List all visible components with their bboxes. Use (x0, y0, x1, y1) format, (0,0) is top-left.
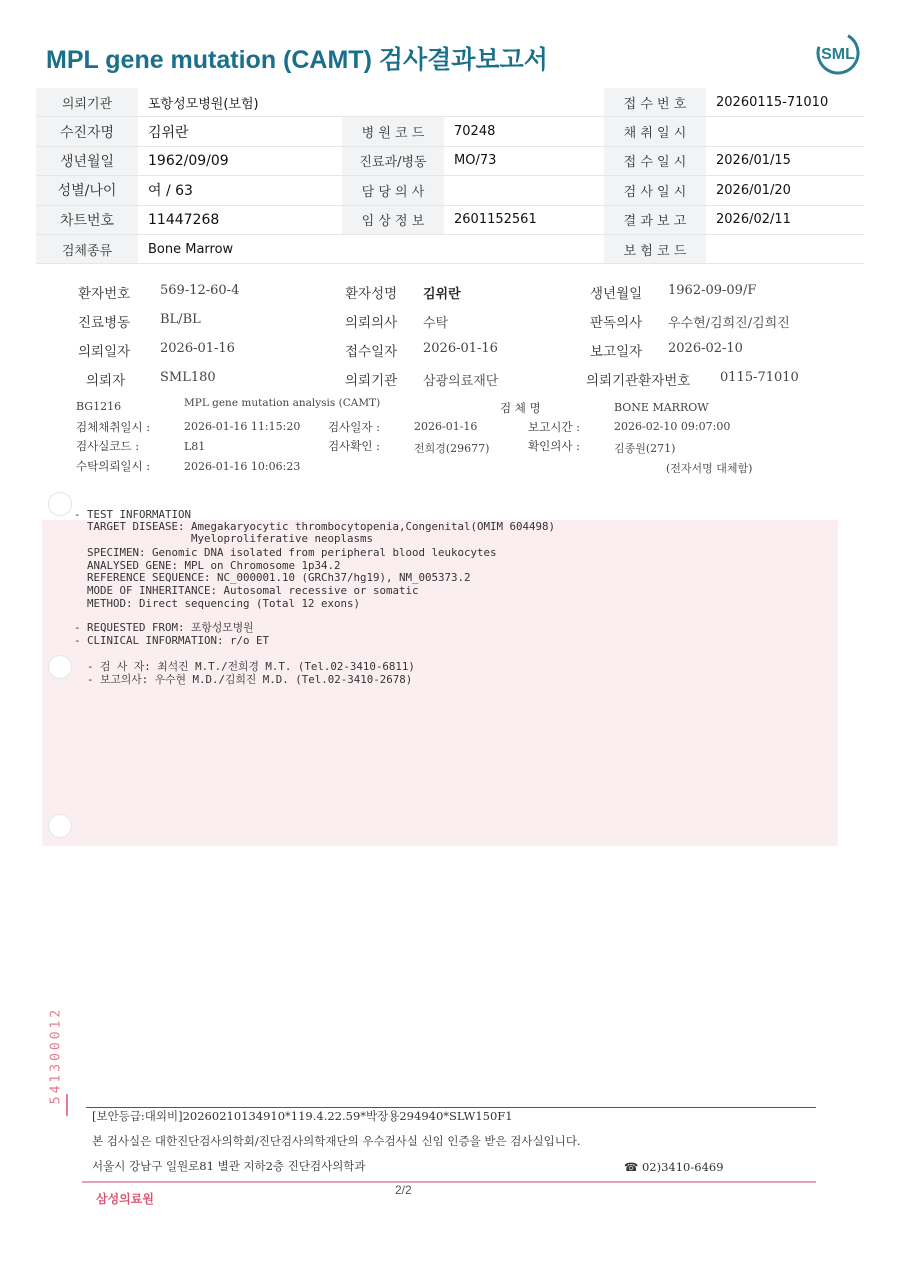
field-label: 접 수 번 호 (604, 88, 706, 117)
rcv-date-label: 접수일자 (345, 344, 398, 360)
hospital-code: 70248 (444, 117, 604, 146)
report-time: 2026-02-10 09:07:00 (614, 420, 731, 433)
report-line: METHOD: Direct sequencing (Total 12 exons) (74, 597, 361, 610)
field-label: 진료과/병동 (342, 146, 444, 175)
security-line: [보안등급:대외비]20260210134910*119.4.22.59*박장용294940*SLW150F1 (92, 1109, 513, 1123)
org-pt-no: 0115-71010 (720, 370, 799, 385)
exam-date-label: 검사일자 : (328, 420, 380, 434)
header-row (36, 234, 864, 263)
chart-number: 11447268 (138, 205, 342, 234)
confirm-dr: 김종원(271) (614, 442, 676, 455)
rpt-date: 2026-02-10 (668, 341, 743, 356)
exam-date: 2026-01-16 (414, 420, 478, 433)
lab-address: 서울시 강남구 일원로81 별관 지하2층 진단검사의학과 (92, 1159, 366, 1173)
side-serial-number: 541300012 (48, 1006, 64, 1105)
report-title: MPL gene mutation (CAMT) 검사결과보고서 (46, 46, 548, 74)
room-label: 검사실코드 : (76, 439, 140, 453)
report-line: - 검 사 자: 최석진 M.T./전희경 M.T. (Tel.02-3410-6811) (74, 660, 415, 673)
requester: SML180 (160, 370, 216, 385)
department-ward: MO/73 (444, 146, 604, 175)
specimen-type: Bone Marrow (138, 234, 604, 263)
field-label: 임 상 정 보 (342, 205, 444, 234)
punch-hole (48, 655, 72, 679)
insurance-code (706, 234, 864, 263)
field-label: 병 원 코 드 (342, 117, 444, 146)
collect-time: 2026-01-16 11:15:20 (184, 420, 301, 433)
dob-label: 생년월일 (590, 286, 643, 302)
field-label: 결 과 보 고 (604, 205, 706, 234)
field-label: 의뢰기관 (36, 88, 138, 117)
requester-label: 의뢰자 (86, 373, 126, 389)
patient-name-label: 환자성명 (345, 286, 398, 302)
confirm-label: 검사확인 : (328, 439, 380, 453)
specimen-label: 검 체 명 (500, 401, 541, 415)
report-line: REFERENCE SEQUENCE: NC_000001.10 (GRCh37/hg19), NM_005373.2 (74, 571, 471, 584)
test-code: BG1216 (76, 400, 122, 413)
report-line: MODE OF INHERITANCE: Autosomal recessive or somatic (74, 584, 419, 597)
field-label: 담 당 의 사 (342, 176, 444, 205)
punch-hole (48, 814, 72, 838)
collect-label: 검체채취일시 : (76, 420, 151, 434)
receipt-date: 2026/01/15 (706, 146, 864, 175)
header-row (36, 205, 864, 234)
field-label: 성별/나이 (36, 176, 138, 205)
hospital-name: 삼성의료원 (96, 1192, 154, 1206)
report-line: - 보고의사: 우수현 M.D./김희진 M.D. (Tel.02-3410-2678) (74, 673, 413, 686)
field-label: 보 험 코 드 (604, 234, 706, 263)
page-number: 2/2 (395, 1183, 412, 1197)
test-name: MPL gene mutation analysis (CAMT) (184, 397, 381, 409)
clinical-info: 2601152561 (444, 205, 604, 234)
requesting-institution: 포항성모병원(보험) (138, 88, 604, 117)
doctor-label: 의뢰의사 (345, 315, 398, 331)
consign-label: 수탁의뢰일시 : (76, 459, 151, 473)
lab-phone: ☎ 02)3410-6469 (624, 1160, 724, 1174)
report-line: SPECIMEN: Genomic DNA isolated from peripheral blood leukocytes (74, 546, 497, 559)
rcv-date: 2026-01-16 (423, 341, 498, 356)
consign-time: 2026-01-16 10:06:23 (184, 460, 301, 473)
req-org-label: 의뢰기관 (345, 373, 398, 389)
sml-logo (814, 30, 862, 76)
req-date: 2026-01-16 (160, 341, 235, 356)
patient-no-label: 환자번호 (78, 286, 131, 302)
ward-label: 진료병동 (78, 315, 131, 331)
req-date-label: 의뢰일자 (78, 344, 131, 360)
punch-hole (48, 492, 72, 516)
field-label: 차트번호 (36, 205, 138, 234)
e-signature-note: (전자서명 대체함) (666, 462, 753, 475)
confirm-dr-label: 확인의사 : (528, 439, 580, 453)
req-org: 삼광의료재단 (423, 374, 499, 389)
report-line: - REQUESTED FROM: 포항성모병원 (74, 621, 254, 634)
footer-rule (86, 1107, 816, 1108)
confirm-tech: 전희경(29677) (414, 442, 490, 455)
header-row (36, 146, 864, 175)
reader-label: 판독의사 (590, 315, 643, 331)
report-line: - TEST INFORMATION (74, 508, 192, 521)
report-line: - CLINICAL INFORMATION: r/o ET (74, 634, 270, 647)
patient-name: 김위란 (423, 287, 461, 302)
result-report-date: 2026/02/11 (706, 205, 864, 234)
side-mark (66, 1094, 68, 1116)
report-line: ANALYSED GENE: MPL on Chromosome 1p34.2 (74, 559, 341, 572)
header-row (36, 88, 864, 117)
org-pt-no-label: 의뢰기관환자번호 (586, 373, 691, 389)
doctor: 수탁 (423, 316, 449, 331)
reader: 우수현/김희진/김희진 (668, 316, 790, 331)
footer-pink-rule (82, 1181, 816, 1183)
rpt-date-label: 보고일자 (590, 344, 643, 360)
ward: BL/BL (160, 312, 201, 327)
birth-date: 1962/09/09 (138, 146, 342, 175)
field-label: 수진자명 (36, 117, 138, 146)
attending-doctor (444, 176, 604, 205)
order-header-table (36, 88, 864, 264)
header-row (36, 117, 864, 146)
report-line: Myeloproliferative neoplasms (74, 532, 374, 545)
report-line: TARGET DISEASE: Amegakaryocytic thrombocytopenia,Congenital(OMIM 604498) (74, 520, 556, 533)
field-label: 검체종류 (36, 234, 138, 263)
field-label: 접 수 일 시 (604, 146, 706, 175)
specimen: BONE MARROW (614, 401, 709, 414)
field-label: 검 사 일 시 (604, 176, 706, 205)
patient-name: 김위란 (138, 117, 342, 146)
svg-text:SML: SML (821, 46, 855, 63)
exam-date: 2026/01/20 (706, 176, 864, 205)
receipt-number: 20260115-71010 (706, 88, 864, 117)
dob: 1962-09-09/F (668, 283, 757, 298)
report-time-label: 보고시간 : (528, 420, 580, 434)
header-row (36, 176, 864, 205)
collection-time (706, 117, 864, 146)
room-code: L81 (184, 440, 206, 453)
certification-note: 본 검사실은 대한진단검사의학회/진단검사의학재단의 우수검사실 신임 인증을 받은 검사실입니다. (92, 1134, 581, 1148)
field-label: 생년월일 (36, 146, 138, 175)
field-label: 채 취 일 시 (604, 117, 706, 146)
sex-age: 여 / 63 (138, 176, 342, 205)
patient-no: 569-12-60-4 (160, 283, 240, 298)
